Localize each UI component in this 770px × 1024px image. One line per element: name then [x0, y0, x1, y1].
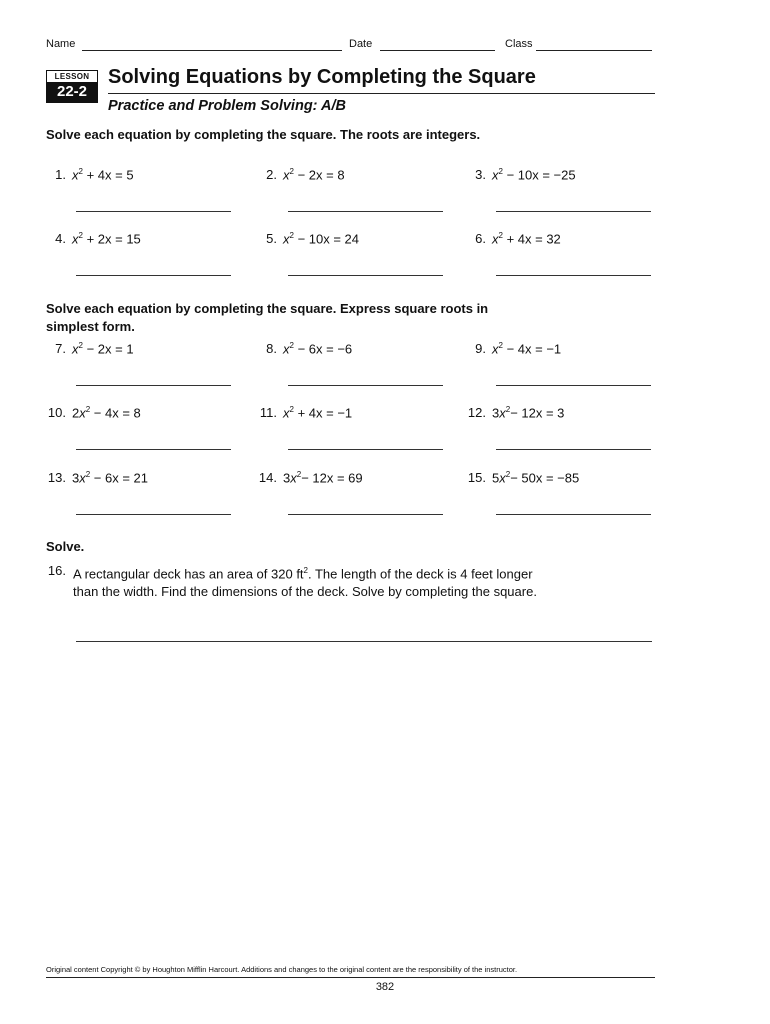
- problem-3: 3. $x^2 - 10x = -25$: [475, 167, 576, 183]
- copyright-note: Original content Copyright © by Houghton Mifflin Harcourt. Additions and changes to the original content are the responsibility of the instructor.: [46, 965, 518, 974]
- answer-line-6[interactable]: [496, 275, 651, 276]
- page-number: 382: [375, 981, 395, 993]
- lesson-badge-number: 22-2: [47, 82, 97, 102]
- problem-14: 14. $3x^2- 12x = 69$: [258, 470, 363, 486]
- answer-line-14[interactable]: [288, 514, 443, 515]
- answer-line-10[interactable]: [76, 449, 231, 450]
- answer-line-2[interactable]: [288, 211, 443, 212]
- class-label: Class: [505, 38, 533, 50]
- answer-line-5[interactable]: [288, 275, 443, 276]
- name-label: Name: [46, 38, 76, 50]
- answer-line-11[interactable]: [288, 449, 443, 450]
- problem-11: 11. $x^2 + 4x = -1$: [259, 405, 353, 421]
- problem-4: 4. $x^2 + 2x = 15$: [55, 231, 141, 247]
- answer-line-9[interactable]: [496, 385, 651, 386]
- name-field[interactable]: [82, 50, 342, 51]
- problem-5: 5. $x^2 - 10x = 24$: [266, 231, 360, 247]
- problem-1: 1. $x^2 + 4x = 5$: [55, 167, 134, 183]
- footer-divider: [46, 977, 655, 978]
- answer-line-15[interactable]: [496, 514, 651, 515]
- section1-instructions: Solve each equation by completing the square. The roots are integers.: [46, 127, 481, 142]
- problem-10: 10. $2x^2 - 4x = 8$: [47, 405, 141, 421]
- date-field[interactable]: [380, 50, 495, 51]
- problem-2: 2. $x^2 - 2x = 8$: [266, 167, 345, 183]
- date-label: Date: [349, 38, 373, 50]
- answer-line-16[interactable]: [76, 641, 652, 642]
- answer-line-7[interactable]: [76, 385, 231, 386]
- section2-instructions: Solve each equation by completing the square. Express square roots in simplest form.: [46, 301, 489, 334]
- answer-line-4[interactable]: [76, 275, 231, 276]
- answer-line-12[interactable]: [496, 449, 651, 450]
- problem-9: 9. $x^2 - 4x = -1$: [475, 341, 562, 357]
- problem-15: 15. $5x^2- 50x = -85$: [467, 470, 580, 486]
- title-divider: [108, 93, 655, 94]
- answer-line-1[interactable]: [76, 211, 231, 212]
- page-title: Solving Equations by Completing the Square: [108, 66, 536, 88]
- problem-7: 7. $x^2 - 2x = 1$: [55, 341, 134, 357]
- problem-8: 8. $x^2 - 6x = -6$: [266, 341, 353, 357]
- problem-13: 13. $3x^2 - 6x = 21$: [47, 470, 149, 486]
- problem-number: 16.: [47, 563, 66, 578]
- page-subtitle: Practice and Problem Solving: A/B: [108, 98, 346, 114]
- problem-12: 12. $3x^2- 12x = 3$: [467, 405, 565, 421]
- lesson-badge: [46, 70, 98, 103]
- section3-instructions: Solve.: [46, 539, 85, 554]
- answer-line-13[interactable]: [76, 514, 231, 515]
- word-problem-text: A rectangular deck has an area of 320 $ft^2$. The length of the deck is 4 feet longer than the width. Find the dimensions of the deck. Solve by completing the square.: [73, 566, 537, 600]
- lesson-badge-label: LESSON: [54, 72, 90, 81]
- class-field[interactable]: [536, 50, 652, 51]
- answer-line-8[interactable]: [288, 385, 443, 386]
- answer-line-3[interactable]: [496, 211, 651, 212]
- word-problem-16: [46, 562, 546, 600]
- problem-6: 6. $x^2 + 4x = 32$: [475, 231, 561, 247]
